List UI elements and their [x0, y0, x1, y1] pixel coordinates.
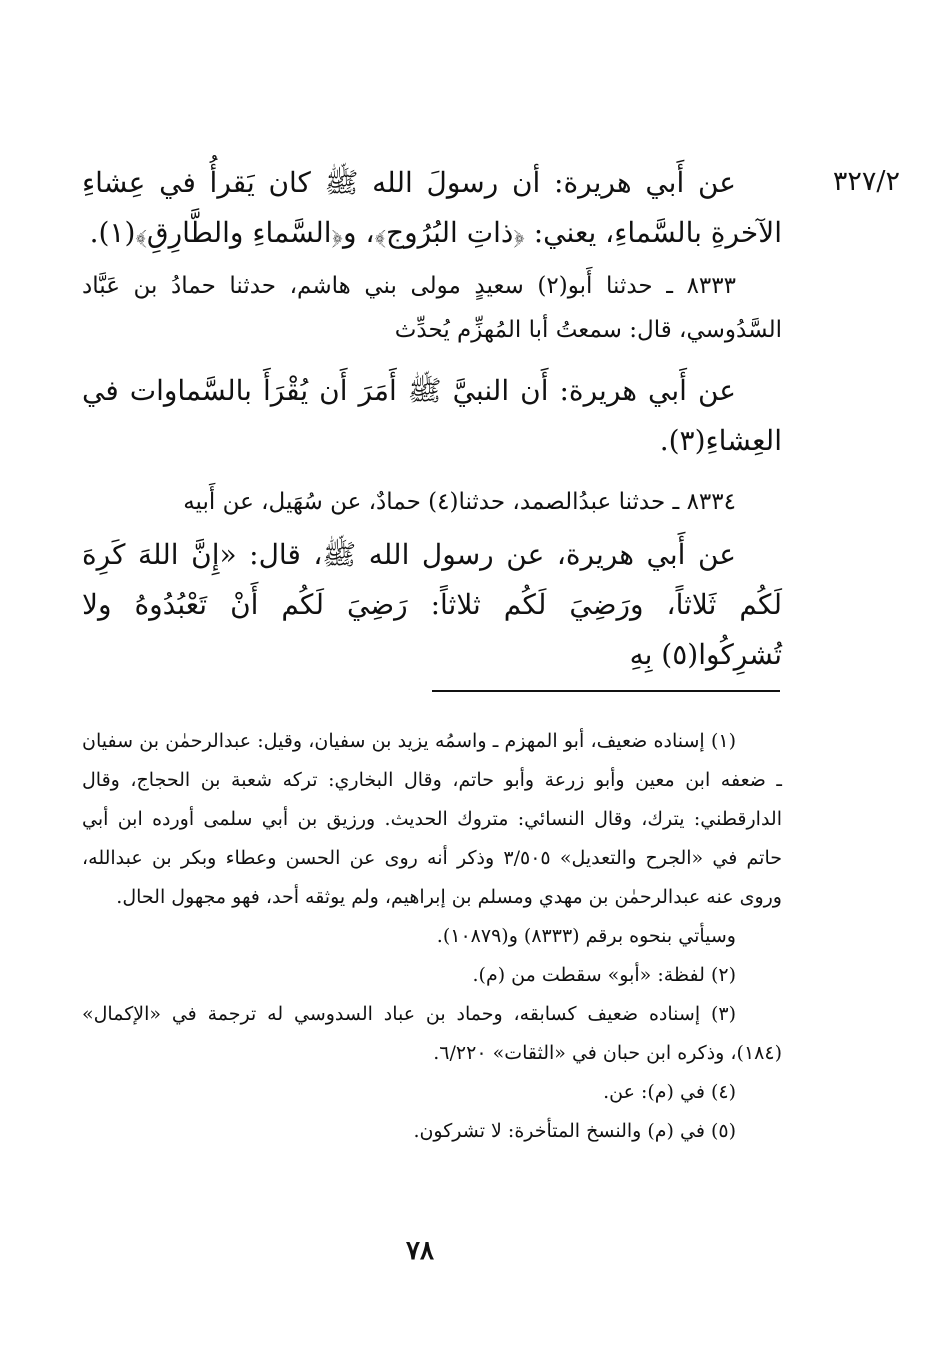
footnote-separator: [432, 690, 780, 692]
hadith-matn-8332: عن أَبي هريرة: أن رسولَ الله ﷺ كان يَقرأُ في عِشاءِ الآخرةِ بالسَّماءِ، يعني: ﴿ذاتِ البُرُوج﴾، و﴿السَّماءِ والطَّارِقِ﴾(١).: [82, 166, 782, 249]
hadith-matn-8333: عن أَبي هريرة: أَن النبيَّ ﷺ أَمَرَ أَن يُقْرَأَ بالسَّماوات في العِشاءِ(٣).: [82, 374, 782, 457]
footnote-3: (٣) إسناده ضعيف كسابقه، وحماد بن عباد السدوسي له ترجمة في «الإكمال» (١٨٤)، وذكره ابن حبان في «الثقات» ٦/٢٢٠.: [82, 1003, 782, 1064]
hadith-matn-8334: عن أَبي هريرة، عن رسول الله ﷺ، قال: «إِنَّ اللهَ كَرِهَ لَكُم ثَلاثاً، ورَضِيَ لَكُم ثلاثاً: رَضِيَ لَكُم أَنْ تَعْبُدُوهُ ولا تُشرِكُوا(٥) بِهِ: [82, 538, 782, 671]
volume-page-reference: ٣٢٧/٢: [832, 166, 900, 197]
page-number: ٧٨: [406, 1236, 434, 1266]
hadith-isnad-8333: ٨٣٣٣ ـ حدثنا أَبو(٢) سعيدٍ مولى بني هاشم، حدثنا حمادُ بن عَبَّاد السَّدُوسي، قال: سمعتُ أبا المُهزِّم يُحدِّث: [82, 273, 782, 343]
footnote-1-continuation: وسيأتي بنحوه برقم (٨٣٣٣) و(١٠٨٧٩).: [436, 925, 736, 947]
footnote-4: (٤) في (م): عن.: [603, 1081, 736, 1103]
footnote-2: (٢) لفظة: «أبو» سقطت من (م).: [472, 964, 736, 986]
hadith-isnad-8334: ٨٣٣٤ ـ حدثنا عبدُالصمد، حدثنا(٤) حمادٌ، عن سُهَيل، عن أَبيه: [183, 489, 736, 515]
footnotes: [82, 722, 782, 1151]
footnote-1: (١) إسناده ضعيف، أبو المهزم ـ واسمُه يزيد بن سفيان، وقيل: عبدالرحمٰن بن سفيان ـ ضعفه ابن معين وأبو زرعة وأبو حاتم، وقال البخاري: تركه شعبة بن الحجاج، وقال الدارقطني: يترك، وقال النسائي: متروك الحديث. ورزيق بن أبي سلمى أورده ابن أبي حاتم في «الجرح والتعديل» ٣/٥٠٥ وذكر أنه روى عن الحسن وعطاء وبكر بن عبدالله، وروى عنه عبدالرحمٰن بن مهدي ومسلم بن إبراهيم، ولم يوثقه أحد، فهو مجهول الحال.: [82, 730, 783, 908]
footnote-5: (٥) في (م) والنسخ المتأخرة: لا تشركون.: [413, 1120, 736, 1142]
main-text: [82, 158, 782, 680]
